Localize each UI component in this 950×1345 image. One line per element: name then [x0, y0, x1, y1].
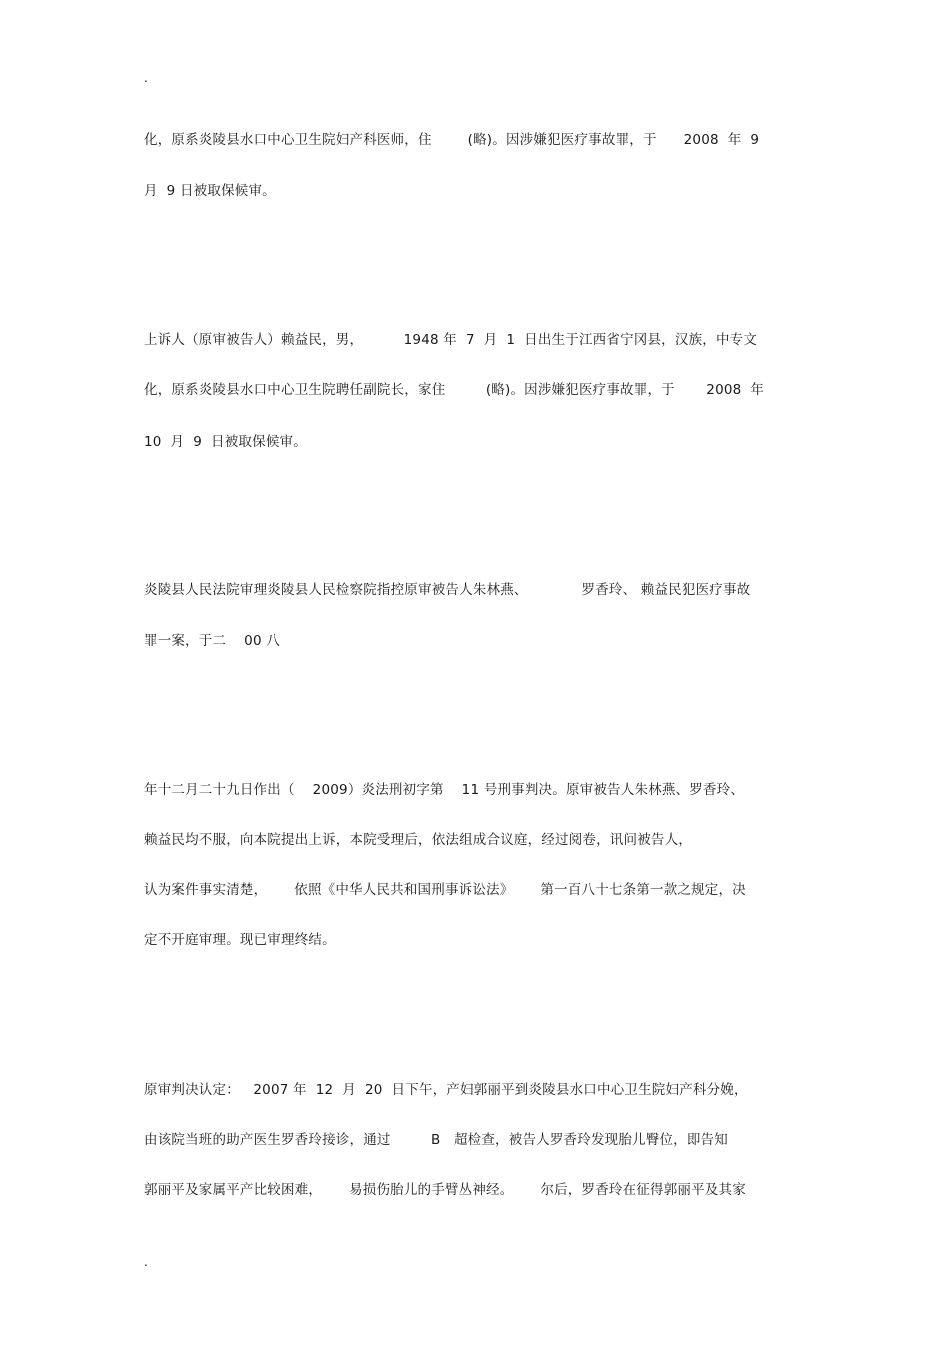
text-line: 炎陵县人民法院审理炎陵县人民检察院指控原审被告人朱林燕、 罗香玲、 赖益民犯医疗事故	[144, 582, 751, 598]
text-line: 认为案件事实清楚， 依照《中华人民共和国刑事诉讼法》 第一百八十七条第一款之规定，决	[144, 882, 746, 898]
header-mark: .	[144, 71, 148, 85]
text-line: 由该院当班的助产医生罗香玲接诊，通过 B 超检查，被告人罗香玲发现胎儿臀位，即告知	[144, 1132, 728, 1148]
text-line: 化，原系炎陵县水口中心卫生院妇产科医师，住 (略)。因涉嫌犯医疗事故罪，于 2008 年 9	[144, 132, 760, 148]
text-line: 赖益民均不服，向本院提出上诉，本院受理后，依法组成合议庭，经过阅卷，讯问被告人，	[144, 832, 692, 848]
text-line: 原审判决认定： 2007 年 12 月 20 日下午，产妇郭丽平到炎陵县水口中心卫生院妇产科分娩，	[144, 1082, 748, 1098]
text-line: 上诉人（原审被告人）赖益民，男， 1948 年 7 月 1 日出生于江西省宁冈县，汉族，中专文	[144, 332, 758, 348]
text-line: 10 月 9 日被取保候审。	[144, 434, 307, 450]
text-line: 罪一案，于二 00 八	[144, 633, 280, 649]
text-line: 月 9 日被取保候审。	[144, 183, 276, 199]
text-line: 定不开庭审理。现已审理终结。	[144, 932, 336, 948]
text-line: 年十二月二十九日作出（ 2009）炎法刑初字第 11 号刑事判决。原审被告人朱林燕、罗香玲、	[144, 782, 745, 798]
footer-mark: .	[144, 1255, 148, 1269]
text-line: 郭丽平及家属平产比较困难， 易损伤胎儿的手臂丛神经。 尔后，罗香玲在征得郭丽平及其家	[144, 1182, 746, 1198]
text-line: 化，原系炎陵县水口中心卫生院聘任副院长，家住 (略)。因涉嫌犯医疗事故罪，于 2008 年	[144, 382, 765, 398]
